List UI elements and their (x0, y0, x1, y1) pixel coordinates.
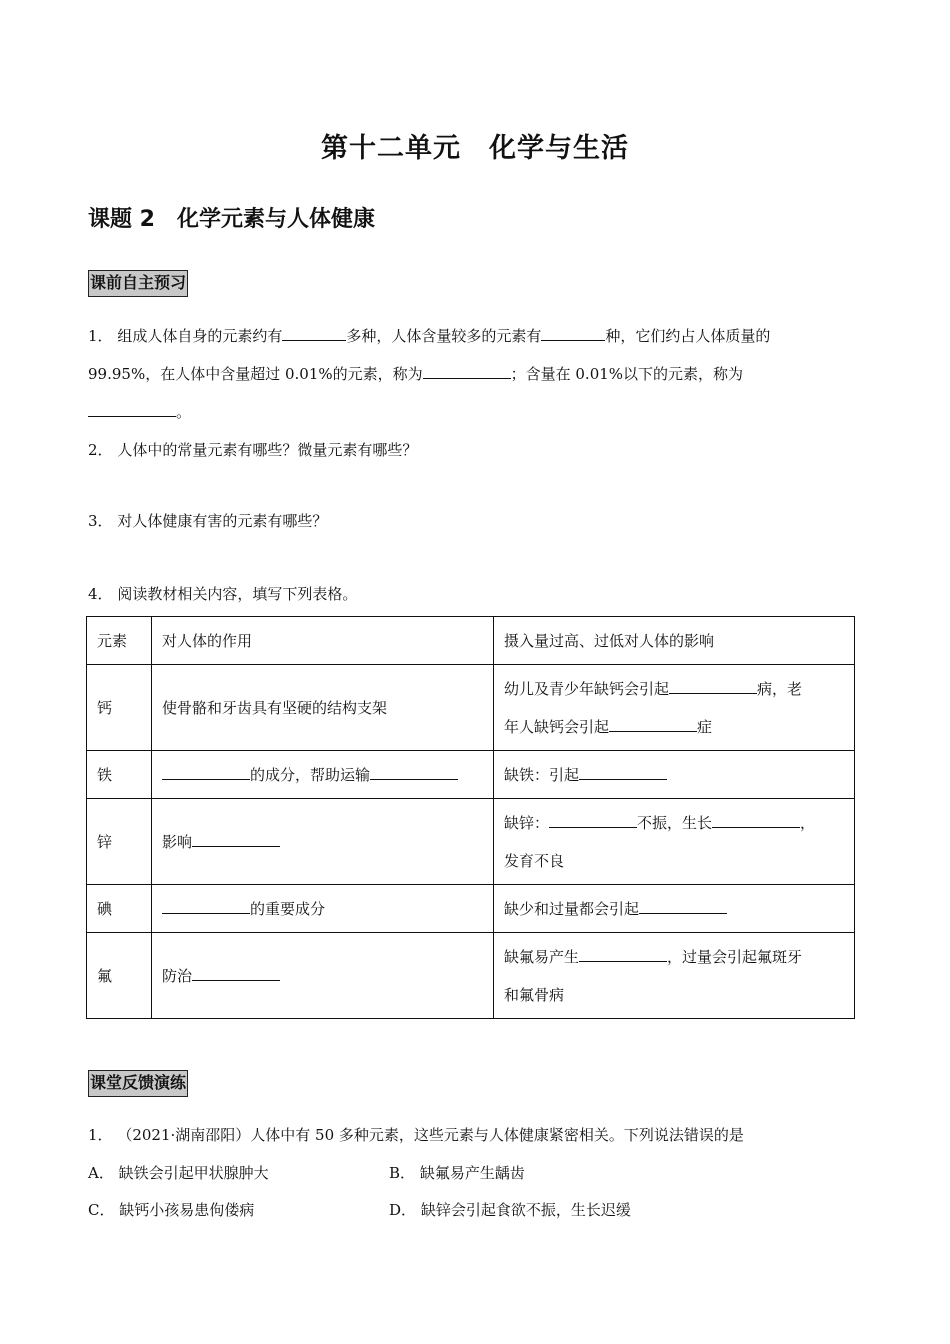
element-cell: 碘 (87, 885, 152, 933)
answer-blank[interactable] (579, 946, 667, 962)
elements-table (86, 616, 855, 1019)
table-row (87, 665, 855, 751)
answer-blank[interactable] (370, 764, 458, 780)
impact-text: 和氟骨病 (504, 985, 565, 1004)
impact-text: ， (800, 813, 816, 832)
option-label: A (88, 1164, 99, 1182)
question-text: （2021·湖南邵阳）人体中有 50 多种元素，这些元素与人体健康紧密相关。下列说法错误的是 (117, 1126, 744, 1144)
option-label: D (389, 1201, 402, 1219)
impact-text: 缺铁：引起 (504, 765, 580, 784)
answer-blank[interactable] (162, 764, 250, 780)
question-text: 人体中的常量元素有哪些？微量元素有哪些？ (117, 441, 418, 459)
impact-cell (494, 751, 855, 799)
option-label: C (88, 1201, 100, 1219)
impact-cell (494, 799, 855, 885)
preview-question-1-line1: 1． 组成人体自身的元素约有 多种，人体含量较多的元素有 种，它们约占人体质量的 (88, 327, 771, 345)
table-row (87, 885, 855, 933)
option-text: 缺铁会引起甲状腺肿大 (118, 1164, 269, 1182)
question-text: 对人体健康有害的元素有哪些？ (117, 512, 328, 530)
effect-text: 影响 (162, 832, 193, 851)
question-number: 1 (88, 1126, 98, 1144)
answer-blank[interactable] (423, 363, 511, 379)
table-header-cell: 对人体的作用 (152, 617, 494, 665)
option-label: B (389, 1164, 401, 1182)
question-number: 3 (88, 512, 98, 530)
option-text: 缺锌会引起食欲不振，生长迟缓 (420, 1201, 631, 1219)
impact-cell (494, 665, 855, 751)
answer-blank[interactable] (192, 831, 280, 847)
table-row (87, 751, 855, 799)
impact-text: 缺锌： (504, 813, 550, 832)
effect-cell (152, 933, 494, 1019)
impact-text: 症 (697, 717, 713, 736)
answer-blank[interactable] (192, 965, 280, 981)
preview-question-4: 4． 阅读教材相关内容，填写下列表格。 (88, 585, 358, 603)
answer-blank[interactable] (579, 764, 667, 780)
preview-question-1-line2 (88, 363, 743, 384)
preview-question-3: 3． 对人体健康有害的元素有哪些？ (88, 512, 328, 530)
preview-question-2: 2． 人体中的常量元素有哪些？微量元素有哪些？ (88, 441, 418, 459)
effect-cell (152, 751, 494, 799)
impact-cell (494, 933, 855, 1019)
element-cell: 锌 (87, 799, 152, 885)
impact-text: 不振，生长 (637, 813, 713, 832)
impact-text: 缺氟易产生 (504, 947, 580, 966)
section-label-preview: 课前自主预习 (88, 270, 188, 297)
answer-blank[interactable] (712, 812, 800, 828)
lesson-title: 课题 2 化学元素与人体健康 (88, 207, 375, 232)
answer-blank[interactable] (609, 716, 697, 732)
question-number: 1 (88, 327, 98, 345)
table-row (87, 799, 855, 885)
impact-text: 幼儿及青少年缺钙会引起 (504, 679, 670, 698)
question-text: ；含量在 0.01%以下的元素，称为 (510, 365, 744, 383)
element-cell: 钙 (87, 665, 152, 751)
answer-blank[interactable] (669, 678, 757, 694)
impact-text: ，过量会引起氟斑牙 (667, 947, 803, 966)
option-a[interactable]: A． 缺铁会引起甲状腺肿大 (88, 1164, 269, 1182)
effect-text: 的重要成分 (250, 899, 326, 918)
question-text: 99.95%，在人体中含量超过 0.01%的元素，称为 (88, 365, 423, 383)
section-label-practice: 课堂反馈演练 (88, 1070, 188, 1097)
table-header-row (87, 617, 855, 665)
impact-cell (494, 885, 855, 933)
element-cell: 铁 (87, 751, 152, 799)
effect-cell: 使骨骼和牙齿具有坚硬的结构支架 (152, 665, 494, 751)
question-text: 阅读教材相关内容，填写下列表格。 (117, 585, 358, 603)
option-text: 缺钙小孩易患佝偻病 (119, 1201, 255, 1219)
table-row (87, 933, 855, 1019)
table-header-cell: 摄入量过高、过低对人体的影响 (494, 617, 855, 665)
effect-cell (152, 799, 494, 885)
effect-cell (152, 885, 494, 933)
option-b[interactable]: B． 缺氟易产生龋齿 (389, 1164, 525, 1182)
option-text: 缺氟易产生龋齿 (419, 1164, 525, 1182)
impact-text: 病，老 (757, 679, 803, 698)
element-cell: 氟 (87, 933, 152, 1019)
table-header-cell: 元素 (87, 617, 152, 665)
impact-text: 发育不良 (504, 851, 565, 870)
answer-blank[interactable] (162, 898, 250, 914)
answer-blank[interactable] (282, 325, 346, 341)
answer-blank[interactable] (88, 401, 176, 417)
question-text: 多种，人体含量较多的元素有 (346, 327, 542, 345)
answer-blank[interactable] (639, 898, 727, 914)
answer-blank[interactable] (549, 812, 637, 828)
effect-text: 的成分，帮助运输 (250, 765, 371, 784)
option-c[interactable]: C． 缺钙小孩易患佝偻病 (88, 1201, 255, 1219)
question-text: 组成人体自身的元素约有 (117, 327, 283, 345)
question-number: 2 (88, 441, 98, 459)
answer-blank[interactable] (541, 325, 605, 341)
practice-question-1: 1． （2021·湖南邵阳）人体中有 50 多种元素，这些元素与人体健康紧密相关。下列说法错误的是 (88, 1126, 744, 1144)
question-text: 种，它们约占人体质量的 (605, 327, 771, 345)
impact-text: 年人缺钙会引起 (504, 717, 610, 736)
impact-text: 缺少和过量都会引起 (504, 899, 640, 918)
question-text: 。 (176, 403, 192, 421)
page-title: 第十二单元 化学与生活 (321, 133, 629, 164)
question-number: 4 (88, 585, 98, 603)
preview-question-1-line3 (88, 401, 191, 422)
option-d[interactable]: D． 缺锌会引起食欲不振，生长迟缓 (389, 1201, 631, 1219)
effect-text: 防治 (162, 966, 193, 985)
